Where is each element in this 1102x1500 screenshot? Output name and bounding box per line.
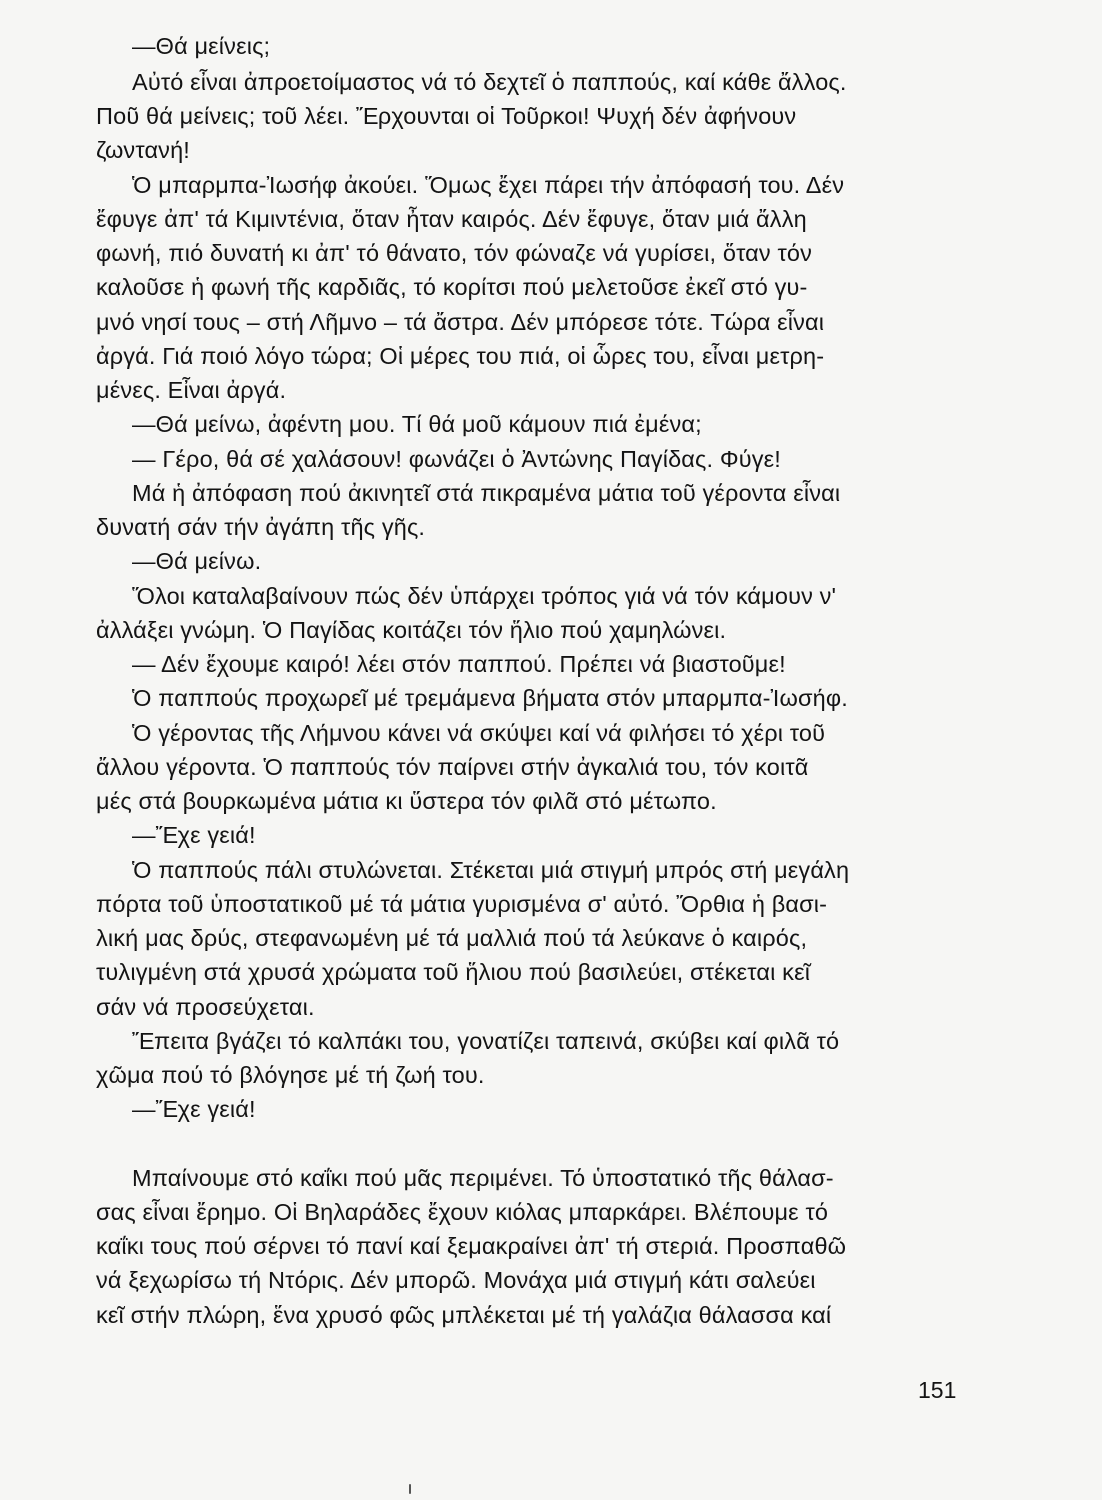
page-number: 151 [918, 1377, 957, 1403]
text-line: σάν νά προσεύχεται. [96, 994, 315, 1020]
text-line: φωνή, πιό δυνατή κι ἀπ' τό θάνατο, τόν φώναζε νά γυρίσει, ὅταν τόν [96, 240, 813, 266]
text-line: Ὁ γέροντας τῆς Λήμνου κάνει νά σκύψει καί νά φιλήσει τό χέρι τοῦ [132, 720, 826, 746]
text-line: Ὅλοι καταλαβαίνουν πώς δέν ὑπάρχει τρόπος γιά νά τόν κάμουν ν' [132, 583, 837, 609]
text-line: ἀλλάξει γνώμη. Ὁ Παγίδας κοιτάζει τόν ἥλιο πού χαμηλώνει. [96, 617, 727, 643]
text-line: κεῖ στήν πλώρη, ἕνα χρυσό φῶς μπλέκεται μέ τή γαλάζια θάλασσα καί [96, 1302, 832, 1328]
text-line: —Θά μείνω, ἀφέντη μου. Τί θά μοῦ κάμουν πιά ἐμένα; [132, 411, 702, 437]
text-line: ἀργά. Γιά ποιό λόγο τώρα; Οἱ μέρες του πιά, οἱ ὧρες του, εἶναι μετρη- [96, 343, 825, 369]
text-line: λική μας δρύς, στεφανωμένη μέ τά μαλλιά πού τά λεύκανε ὁ καιρός, [96, 925, 808, 951]
text-line: καΐκι τους πού σέρνει τό πανί καί ξεμακραίνει ἀπ' τή στεριά. Προσπαθῶ [96, 1233, 847, 1259]
text-line: Αὐτό εἶναι ἀπροετοίμαστος νά τό δεχτεῖ ὁ παππούς, καί κάθε ἄλλος. [132, 69, 847, 95]
text-line: νά ξεχωρίσω τή Ντόρις. Δέν μπορῶ. Μονάχα μιά στιγμή κάτι σαλεύει [96, 1267, 816, 1293]
text-line: — Δέν ἔχουμε καιρό! λέει στόν παππού. Πρέπει νά βιαστοῦμε! [132, 651, 786, 677]
text-line: —Θά μείνεις; [132, 33, 271, 59]
text-line: ἄλλου γέροντα. Ὁ παππούς τόν παίρνει στήν ἀγκαλιά του, τόν κοιτᾶ [96, 754, 809, 780]
text-line: —Θά μείνω. [132, 548, 262, 574]
text-line: Ἔπειτα βγάζει τό καλπάκι του, γονατίζει ταπεινά, σκύβει καί φιλᾶ τό [132, 1028, 840, 1054]
text-line: —Ἔχε γειά! [132, 1096, 256, 1122]
text-line: Ὁ παππούς πάλι στυλώνεται. Στέκεται μιά στιγμή μπρός στή μεγάλη [132, 857, 850, 883]
text-line: μές στά βουρκωμένα μάτια κι ὕστερα τόν φιλᾶ στό μέτωπο. [96, 788, 717, 814]
text-line: Ποῦ θά μείνεις; τοῦ λέει. Ἔρχουνται οἱ Τοῦρκοι! Ψυχή δέν ἀφήνουν [96, 103, 797, 129]
text-line: —Ἔχε γειά! [132, 822, 256, 848]
text-line: μένες. Εἶναι ἀργά. [96, 377, 287, 403]
text-line: πόρτα τοῦ ὑποστατικοῦ μέ τά μάτια γυρισμένα σ' αὐτό. Ὄρθια ἡ βασι- [96, 891, 828, 917]
scan-speck [409, 1484, 411, 1494]
text-line: δυνατή σάν τήν ἀγάπη τῆς γῆς. [96, 514, 426, 540]
text-line: Μά ἡ ἀπόφαση πού ἀκινητεῖ στά πικραμένα μάτια τοῦ γέροντα εἶναι [132, 480, 841, 506]
text-line: τυλιγμένη στά χρυσά χρώματα τοῦ ἥλιου πού βασιλεύει, στέκεται κεῖ [96, 959, 811, 985]
text-line: Ὁ παππούς προχωρεῖ μέ τρεμάμενα βήματα στόν μπαρμπα-Ἰωσήφ. [132, 685, 848, 711]
text-line: — Γέρο, θά σέ χαλάσουν! φωνάζει ὁ Ἀντώνης Παγίδας. Φύγε! [132, 446, 781, 472]
text-line: ζωντανή! [96, 137, 190, 163]
text-line: καλοῦσε ἡ φωνή τῆς καρδιᾶς, τό κορίτσι πού μελετοῦσε ἐκεῖ στό γυ- [96, 274, 808, 300]
text-line: μνό νησί τους – στή Λῆμνο – τά ἄστρα. Δέν μπόρεσε τότε. Τώρα εἶναι [96, 309, 825, 335]
text-line: ἔφυγε ἀπ' τά Κιμιντένια, ὅταν ἦταν καιρός. Δέν ἔφυγε, ὅταν μιά ἄλλη [96, 206, 807, 232]
text-line: σας εἶναι ἔρημο. Οἱ Βηλαράδες ἔχουν κιόλας μπαρκάρει. Βλέπουμε τό [96, 1199, 829, 1225]
text-line: Μπαίνουμε στό καΐκι πού μᾶς περιμένει. Τό ὑποστατικό τῆς θάλασ- [132, 1165, 834, 1191]
text-line: Ὁ μπαρμπα-Ἰωσήφ ἀκούει. Ὅμως ἔχει πάρει τήν ἀπόφασή του. Δέν [132, 172, 845, 198]
text-line: χῶμα πού τό βλόγησε μέ τή ζωή του. [96, 1062, 485, 1088]
